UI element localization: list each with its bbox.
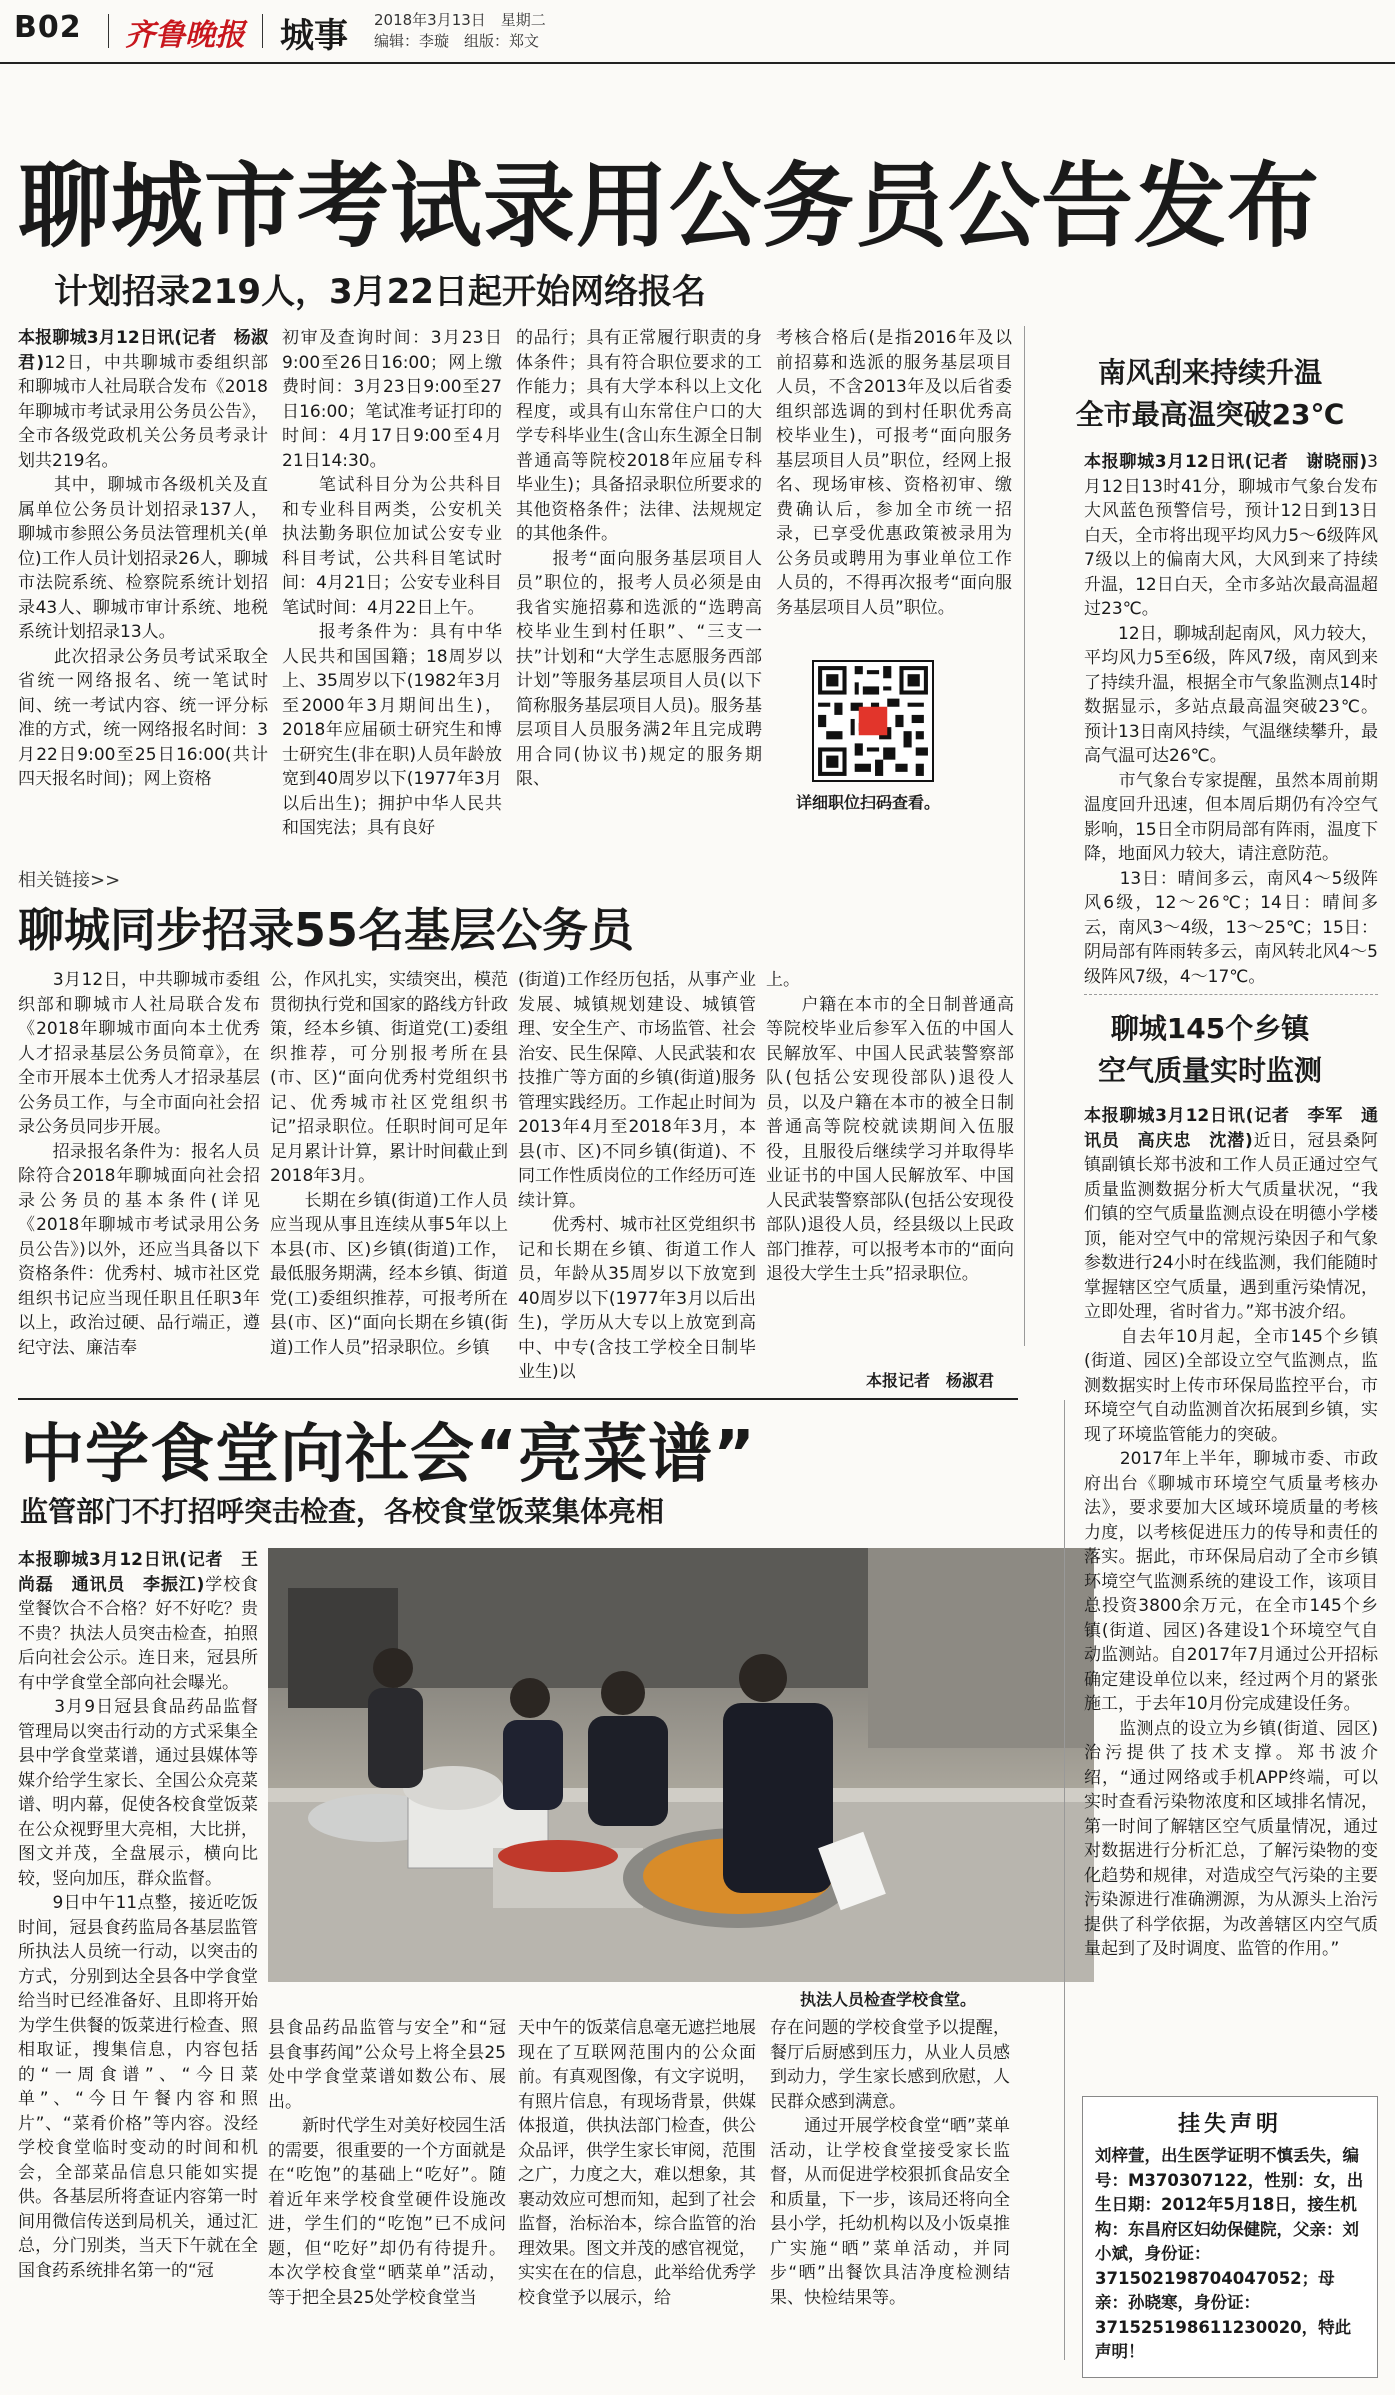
side1-body: [1084, 450, 1378, 990]
story1-headline: 聊城市考试录用公务员公告发布: [18, 153, 1321, 260]
side2-byline: 本报聊城3月12日讯(记者 李军 通讯员 高庆忠 沈潜): [1084, 1106, 1378, 1151]
story1-column-1: [18, 326, 268, 856]
side1-headline: [1040, 352, 1380, 436]
story3-headline: 中学食堂向社会“亮菜谱”: [20, 1418, 757, 1492]
story2-text-3: (街道)工作经历包括，从事产业发展、城镇规划建设、城镇管理、安全生产、市场监管、社会治安、民生保障、人民武装和农技推广等方面的乡镇(街道)服务管理实践经历。工作起止时间为2013年4月至2018年3月，本县(市、区)不同乡镇(街道)、不同工作性质岗位的工作经历可连续计算。 优秀村、城市社区党组织书记和长期在乡镇、街道工作人员，年龄从35周岁以下放宽到40周岁以下(1977年3月以后出生)，学历从大专以上放宽到高中、中专(含技工学校全日制毕业生)以: [518, 970, 756, 1382]
issue-date: 2018年3月13日 星期二: [374, 11, 546, 29]
qr-code[interactable]: [812, 660, 934, 782]
header-meta: [374, 10, 546, 52]
divider: [108, 14, 109, 48]
story3-column-1: [18, 1548, 258, 2378]
story3-column-2: [268, 2016, 506, 2378]
page-number: B02: [14, 10, 82, 45]
story1-text-4: 考核合格后(是指2016年及以前招募和选派的服务基层项目人员，不含2013年及以后省委组织部选调的到村任职优秀高校毕业生)，可报考“面向服务基层项目人员”职位，经网上报名、现场审核、资格初审、缴费确认后，参加全市统一招录，已享受优惠政策被录用为公务员或聘用为事业单位工作人员的，不得再次报考“面向服务基层项目人员”职位。: [776, 328, 1012, 618]
story3-text-4: 存在问题的学校食堂予以提醒，餐厅后厨感到压力，从业人员感到动力，学生家长感到欣慰，人民群众感到满意。 通过开展学校食堂“晒”菜单活动，让学校食堂接受家长监督，从而促进学校狠抓食品安全和质量，下一步，该局还将向全县小学，托幼机构以及小饭桌推广实施“晒”菜单活动，并同步“晒”出餐饮具洁净度检测结果、快检结果等。: [770, 2018, 1010, 2308]
qr-caption: 详细职位扫码查看。: [796, 793, 941, 812]
section-name: 城事: [280, 16, 348, 56]
story3-text-1: 学校食堂餐饮合不合格？好不好吃？贵不贵？执法人员突击检查，拍照后向社会公示。连日来，冠县所有中学食堂全部向社会曝光。 3月9日冠县食品药品监督管理局以突击行动的方式采集全县中学食堂菜谱，通过县媒体等媒介给学生家长、全国公众亮菜谱、明内幕，促使各校食堂饭菜在公众视野里大亮相，大比拼，图文并茂，全盘展示，横向比较，竖向加压，群众监督。 9日中午11点整，接近吃饭时间，冠县食药监局各基层监管所执法人员统一行动，以突击的方式，分别到达全县各中学食堂给当时已经准备好、且即将开始为学生供餐的饭菜进行检查、照相取证，搜集信息，内容包括的“一周食谱”、“今日菜单”、“今日午餐内容和照片”、“菜肴价格”等内容。没经学校食堂临时变动的时间和机会，全部菜品信息只能如实提供。各基层所将查证内容第一时间用微信传送到局机关，通过汇总，分门别类，当天下午就在全国食药系统排名第一的“冠: [18, 1574, 258, 2281]
related-link[interactable]: 相关链接>>: [18, 870, 121, 891]
side2-text: 近日，冠县桑阿镇副镇长郑书波和工作人员正通过空气质量监测数据分析大气质量状况，“我们镇的空气质量监测点设在明德小学楼顶，能对空气中的常规污染因子和气象参数进行24小时在线监测，我们能随时掌握辖区空气质量，遇到重污染情况，立即处理，省时省力。”郑书波介绍。 自去年10月起，全市145个乡镇(街道、园区)全部设立空气监测点，监测数据实时上传市环保局监控平台，市环境空气自动监测首次拓展到乡镇，实现了环境监管能力的突破。 2017年上半年，聊城市委、市政府出台《聊城市环境空气质量考核办法》，要求要加大区域环境质量的考核力度，以考核促进压力的传导和责任的落实。据此，市环保局启动了全市乡镇环境空气监测系统的建设工作，该项目总投资3800余万元，在全市145个乡镇(街道、园区)各建设1个环境空气自动监测站。自2017年7月通过公开招标确定建设单位以来，经过两个月的紧张施工，于去年10月份完成建设任务。 监测点的设立为乡镇(街道、园区)治污提供了技术支撑。郑书波介绍，“通过网络或手机APP终端，可以实时查看污染物浓度和区域排名情况，第一时间了解辖区空气质量情况，通过对数据进行分析汇总，了解污染物的变化趋势和规律，对造成空气污染的主要污染源进行准确溯源，为从源头上治污提供了科学依据，为改善辖区内空气质量起到了及时调度、监管的作用。”: [1084, 1130, 1378, 1959]
notice-title: 挂失声明: [1177, 2112, 1282, 2137]
notice-body: 刘梓萱，出生医学证明不慎丢失，编号：M370307122，性别：女，出生日期：2012年5月18日，接生机构：东昌府区妇幼保健院，父亲：刘小斌，身份证：371502198704047052；母亲：孙晓寒，身份证：371525198611230020，特此声明！: [1095, 2146, 1364, 2361]
story1-byline: 本报聊城3月12日讯(记者 杨淑君): [18, 328, 268, 373]
story2-credit: 本报记者 杨淑君: [865, 1371, 994, 1390]
side2-headline: [1040, 1008, 1380, 1092]
lost-notice-box: [1082, 2096, 1378, 2378]
story2-column-3: [518, 968, 756, 1388]
cafeteria-inspection-photo: [268, 1548, 1094, 1982]
side2-title-line-2: 空气质量实时监测: [1097, 1054, 1322, 1087]
side1-byline: 本报聊城3月12日讯(记者 谢晓丽): [1084, 452, 1368, 472]
story3-text-2: 县食品药品监管与安全”和“冠县食事药闻”公众号上将全县25处中学食堂菜谱如数公布、展出。 新时代学生对美好校园生活的需要，很重要的一个方面就是在“吃饱”的基础上“吃好”。随着近年来学校食堂硬件设施改进，学生们的“吃饱”已不成问题，但“吃好”却仍有待提升。本次学校食堂“晒菜单”活动，等于把全县25处学校食堂当: [268, 2018, 506, 2308]
story1-subtitle: 计划招录219人，3月22日起开始网络报名: [54, 272, 706, 312]
story2-text-4: 上。 户籍在本市的全日制普通高等院校毕业后参军入伍的中国人民解放军、中国人民武装警察部队(包括公安现役部队)退役人员，以及户籍在本市的被全日制普通高等院校就读期间入伍服役，且服役后继续学习并取得毕业证书的中国人民解放军、中国人民武装警察部队(包括公安现役部队)退役人员，经县级以上民政部门推荐，可以报考本市的“面向退役大学生士兵”招录职位。: [766, 970, 1014, 1284]
qr-pattern-icon: [814, 662, 932, 780]
column-divider: [1064, 1400, 1065, 2360]
story1-text-1: 12日，中共聊城市委组织部和聊城市人社局联合发布《2018年聊城市考试录用公务员公告》，全市各级党政机关公务员考录计划共219名。 其中，聊城市各级机关及直属单位公务员计划招录137人，聊城市参照公务员法管理机关(单位)工作人员计划招录26人，聊城市法院系统、检察院系统计划招录43人、聊城市审计系统、地税系统计划招录13人。 此次招录公务员考试采取全省统一网络报名、统一笔试时间、统一考试内容、统一评分标准的方式，统一网络报名时间：3月22日9:00至25日16:00(共计四天报名时间)；网上资格: [18, 352, 268, 789]
section-rule: [18, 1398, 1018, 1400]
story1-column-2: [282, 326, 502, 856]
photo-caption: 执法人员检查学校食堂。: [800, 1990, 977, 2009]
story3-column-3: [518, 2016, 756, 2378]
side1-title-line-2: 全市最高温突破23℃: [1075, 398, 1345, 431]
story1-column-3: [516, 326, 762, 856]
divider: [262, 14, 263, 48]
story2-text-1: 3月12日，中共聊城市委组织部和聊城市人社局联合发布《2018年聊城市面向本土优秀人才招录基层公务员简章》，在全市开展本土优秀人才招录基层公务员工作，与全市面向社会招录公务员同步开展。 招录报名条件为：报名人员除符合2018年聊城面向社会招录公务员的基本条件(详见《2018年聊城市考试录用公务员公告》)以外，还应当具备以下资格条件：优秀村、城市社区党组织书记应当现任职且任职3年以上，政治过硬、品行端正，遵纪守法、廉洁奉: [18, 970, 260, 1358]
side1-text: 3月12日13时41分，聊城市气象台发布大风蓝色预警信号，预计12日到13日白天，全市将出现平均风力5～6级阵风7级以上的偏南大风，大风到来了持续升温，12日白天，全市多站次最高温超过23℃。 12日，聊城刮起南风，风力较大，平均风力5至6级，阵风7级，南风到来了持续升温，根据全市气象监测点14时数据显示，多站点最高温突破23℃。预计13日南风持续，气温继续攀升，最高气温可达26℃。 市气象台专家提醒，虽然本周前期温度回升迅速，但本周后期仍有冷空气影响，15日全市阴局部有阵雨，温度下降，地面风力较大，请注意防范。 13日：晴间多云，南风4～5级阵风6级，12～26℃；14日：晴间多云，南风3～4级，13～25℃；15日：阴局部有阵雨转多云，南风转北风4～5级阵风7级，4～17℃。: [1084, 452, 1378, 987]
side2-body: [1084, 1104, 1378, 2084]
story3-subtitle: 监管部门不打招呼突击检查，各校食堂饭菜集体亮相: [20, 1495, 665, 1528]
story2-column-4: [766, 968, 1014, 1368]
story1-text-3: 的品行；具有正常履行职责的身体条件；具有符合职位要求的工作能力；具有大学本科以上文化程度，或具有山东常住户口的大学专科毕业生(含山东生源全日制普通高等院校2018年应届专科毕业生)；具备招录职位所要求的其他资格条件；法律、法规规定的其他条件。 报考“面向服务基层项目人员”职位的，报考人员必须是由我省实施招募和选派的“选聘高校毕业生到村任职”、“三支一扶”计划和“大学生志愿服务西部计划”等服务基层项目人员(以下简称服务基层项目人员)。服务基层项目人员服务满2年且完成聘用合同(协议书)规定的服务期限、: [516, 328, 762, 789]
editor-credits: 编辑：李璇 组版：郑文: [374, 32, 540, 50]
side2-title-line-1: 聊城145个乡镇: [1110, 1012, 1310, 1045]
story2-column-1: [18, 968, 260, 1388]
story3-column-4: [770, 2016, 1010, 2378]
story1-text-2: 初审及查询时间：3月23日9:00至26日16:00；网上缴费时间：3月23日9:00至27日16:00；笔试准考证打印的时间：4月17日9:00至4月21日14:30。 笔试科目分为公共科目和专业科目两类，公安机关执法勤务职位加试公安专业科目考试，公共科目笔试时间：4月21日；公安专业科目笔试时间：4月22日上午。 报考条件为：具有中华人民共和国国籍；18周岁以上、35周岁以下(1982年3月至2000年3月期间出生)，2018年应届硕士研究生和博士研究生(非在职)人员年龄放宽到40周岁以下(1977年3月以后出生)；拥护中华人民共和国宪法；具有良好: [282, 328, 502, 838]
side-divider: [1084, 994, 1378, 995]
story1-column-4: [776, 326, 1012, 646]
story2-headline: 聊城同步招录55名基层公务员: [18, 903, 635, 957]
story3-text-3: 天中午的饭菜信息毫无遮拦地展现在了互联网范围内的公众面前。有真观图像，有文字说明，有照片信息，有现场背景，供媒体报道，供执法部门检查，供公众品评，供学生家长审阅，范围之广，力度之大，难以想象，其裹动效应可想而知，起到了社会监督，治标治本，综合监管的治理效果。图文并茂的感官视觉，实实在在的信息，此举给优秀学校食堂予以展示，给: [518, 2018, 756, 2308]
story2-column-2: [270, 968, 508, 1388]
story3-byline: 本报聊城3月12日讯(记者 王尚磊 通讯员 李振江): [18, 1550, 258, 1595]
column-divider: [1024, 326, 1025, 1346]
newspaper-logo: 齐鲁晚报: [125, 18, 245, 53]
photo-illustration: [268, 1548, 1094, 1982]
side1-title-line-1: 南风刮来持续升温: [1097, 356, 1322, 389]
story2-text-2: 公，作风扎实，实绩突出，模范贯彻执行党和国家的路线方针政策，经本乡镇、街道党(工)委组织推荐，可分别报考所在县(市、区)“面向优秀村党组织书记、优秀城市社区党组织书记”招录职位。任职时间可足年足月累计计算，累计时间截止到2018年3月。 长期在乡镇(街道)工作人员应当现从事且连续从事5年以上本县(市、区)乡镇(街道)工作，最低服务期满，经本乡镇、街道党(工)委组织推荐，可报考所在县(市、区)“面向长期在乡镇(街道)工作人员”招录职位。乡镇: [270, 970, 508, 1358]
header-rule: [0, 62, 1395, 64]
